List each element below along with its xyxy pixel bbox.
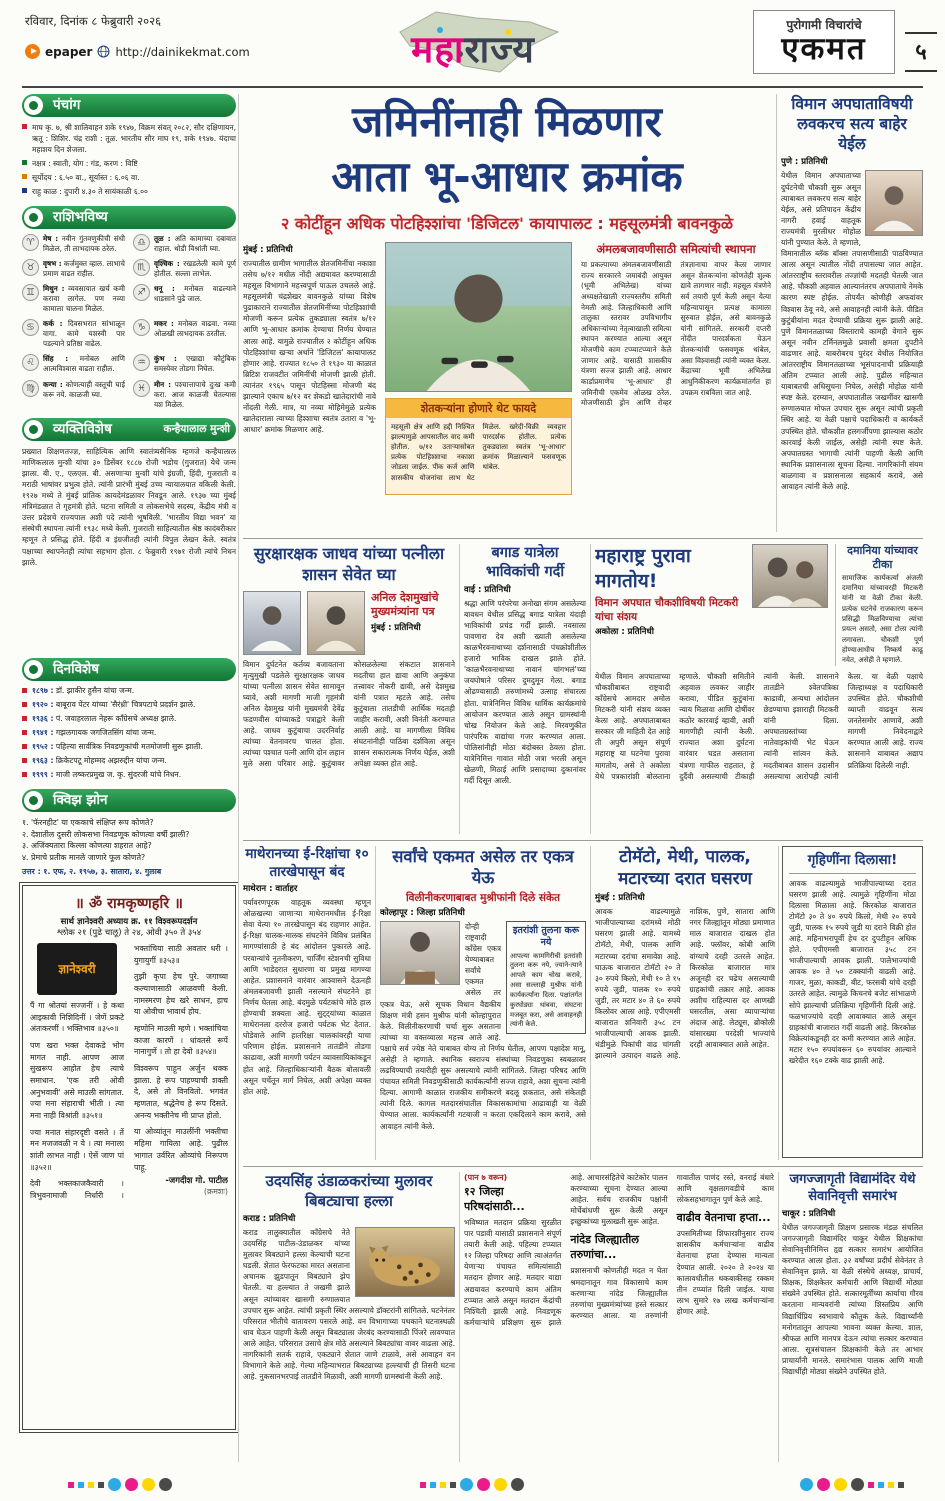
zodiac-icon: ♈: [22, 234, 39, 251]
fadnavis-photo: [307, 591, 365, 655]
divider: [778, 1172, 779, 1462]
panchang-line: माघ कृ. ७, श्री शालिवाहन शके १९४७, विक्रम संवत् २०८२, सौर दक्षिणायन, ऋतू : शिशिर. चंद्र राशी : तूळ. भारतीय सौर माघ १९, शके १९४७. यंदाचा महाशय दिन शेजला.: [22, 122, 236, 155]
bhakti-subtitle: सार्थ ज्ञानेश्वरी अध्याय क्र. ११ विश्वरूपदर्शन: [60, 916, 198, 927]
divider: [459, 1172, 460, 1462]
jadhav-deck: अनिल देशमुखांचे मुख्यमंत्र्यांना पत्र: [371, 590, 439, 619]
dinvishesh-icon: [24, 660, 43, 679]
article-leopard: [243, 1172, 455, 1462]
epaper-label: epaper: [45, 44, 93, 59]
bhakti-verse: ज्या मनात संहारदृष्टी वसते । तें मन मजजवळी न ये । त्या मनाला शांती लाभत नाही । ऐसें जाण पां ॥३५२॥: [30, 1127, 124, 1172]
divider: [243, 840, 923, 841]
article-jadhav: [243, 544, 455, 834]
quiz-question: १. 'फॅरनहीट' या एककाचे संक्षिप्त रूप कोणते?: [22, 818, 154, 828]
rashi-item: ♒ कुंभ : एखाद्या कौटुंबिक समस्येवर तोडगा निघेल.: [133, 354, 236, 374]
article-grihini: [782, 846, 923, 1158]
tulna-inset-head: इतरांशी तुलना करू नये: [512, 924, 580, 949]
vyakti-header: व्यक्तिविशेष कन्हैयालाल मुन्शी: [22, 418, 236, 441]
rashi-header: राशिभविष्य: [22, 206, 236, 229]
quiz-question: २. देशातील दुसरी लोकसभा निवडणूक कोणत्या वर्षी झाली?: [22, 829, 190, 839]
rashi-item: ♓ मीन : पश्चात्तापाचे दुःख कमी करा. आज काळजी घेतल्यास यश मिळेल.: [133, 380, 236, 410]
tomato-byline: मुंबई : प्रतिनिधी: [595, 893, 645, 904]
rashi-icon: [24, 208, 43, 227]
brand-tagline: पुरोगामी विचारांचे: [786, 18, 862, 32]
ekmat-headline: सर्वांचे एकमत असेल तर एकत्र येऊ: [392, 847, 574, 888]
zodiac-icon: ♊: [22, 284, 39, 301]
tulna-inset-box: [506, 921, 586, 1034]
lead-right-column: [581, 242, 771, 495]
zodiac-icon: ♍: [22, 380, 39, 397]
quiz-answer: उत्तर : १. एफ, २. १९५७, ३. सातारा, ४. गुलाब: [22, 866, 162, 876]
article-jagjagruti: [782, 1172, 923, 1462]
bhakti-verse: देवी भक्तकाजकैवारी । त्रिभुवनामाजी निर्धारी । भक्तांचिया साठी अवतार धरी । युगायुगीं ॥३५३॥: [30, 943, 228, 1201]
jadhav-body: विमान दुर्घटनेत कर्तव्य बजावताना मृत्युमुखी पडलेले सुरक्षारक्षक जाधव यांच्या पत्नीला शासन सेवेत सामावून घ्यावे, अशी मागणी माजी गृहमंत्री अनिल देशमुख यांनी मुख्यमंत्री देवेंद्र फडणवीस यांच्याकडे पत्राद्वारे केली आहे. जाधव कुटुंबाचा उदरनिर्वाह त्यांच्या वेतनावरच चालत होता. त्यांच्या पश्चात पत्नी आणि दोन लहान मुले असा परिवार आहे. कुटुंबावर कोसळलेल्या संकटात शासनाने मदतीचा हात द्यावा आणि अनुकंपा तत्त्वावर नोकरी द्यावी, असे देशमुख यांनी पत्रात म्हटले आहे. तसेच कुटुंबाला तातडीची आर्थिक मदतही जाहीर करावी, अशी विनंती करण्यात आली आहे. या मागणीला विविध संघटनांनीही पाठिंबा दर्शविला असून शासन सकारात्मक निर्णय घेईल, अशी अपेक्षा व्यक्त होत आहे.: [243, 659, 455, 769]
header-rule: [22, 86, 923, 88]
rashi-item: ♉ वृषभ : कर्जमुक्त व्हाल. लाभाचे प्रमाण वाढत राहील.: [22, 259, 125, 279]
page-number: ५: [905, 32, 937, 72]
bhakti-verse: म्हणोनि माउली म्हणे । भक्तांचिया काजा कारणें । धांवतसे रूपें नानागुणें । तो हा देवो ॥३५४॥: [134, 1023, 228, 1057]
continued-from-tag: (पान ७ वरून): [464, 1173, 508, 1182]
dinvishesh-list: [22, 686, 236, 781]
quiz-section: [22, 789, 236, 877]
lead-middle-column: [385, 242, 572, 495]
dinvishesh-item: १९२० : बाबूराव पेंटर यांच्या 'सैरंध्री' चित्रपटाचे प्रदर्शन झाले.: [22, 700, 236, 711]
vetan-body: उपसमितीच्या शिफारशीनुसार राज्य शासकीय कर्मचाऱ्यांना वाढीव वेतनाचा हप्ता देण्यास मान्यता देण्यात आली. २०२० ते २०२४ या कालावधीतील थकबाकीसह रक्कम तीन टप्प्यांत दिली जाईल. याचा लाभ सुमारे १७ लाख कर्मचाऱ्यांना होणार आहे.: [676, 1229, 774, 1316]
vyakti-person-name: कन्हैयालाल मुन्शी: [163, 422, 230, 435]
benefits-title: शेतकऱ्यांना होणारे थेट फायदे: [386, 399, 571, 418]
zodiac-icon: ♑: [133, 319, 150, 336]
vetan-head: वाढीव वेतनाचा हप्ता...: [676, 1211, 771, 1225]
jagjagruti-byline: चाकूर : प्रतिनिधी: [782, 1208, 836, 1219]
purava-headline: महाराष्ट्र पुरावा मागतोय!: [595, 545, 691, 592]
divider: [590, 544, 591, 834]
brand-name: एकमत: [781, 31, 867, 67]
color-registration-marks: [420, 1478, 524, 1491]
dinvishesh-item: १९४१ : गझलगायक जगजितसिंग यांचा जन्म.: [22, 728, 236, 739]
vyakti-icon: [24, 420, 43, 439]
quiz-question: ३. अजिंक्यतारा किल्ला कोणत्या शहरात आहे?: [22, 841, 152, 851]
ekmat-byline: कोल्हापूर : जिल्हा प्रतिनिधी: [380, 907, 465, 918]
zodiac-icon: ♋: [22, 319, 39, 336]
benefits-box: [385, 398, 572, 495]
panchang-line: नक्षत्र : स्वाती, योग : गंड, करण : विष्टि: [22, 158, 236, 169]
quiz-header: क्विझ झोन: [22, 789, 236, 812]
dinvishesh-item: १९५२ : पहिल्या सार्वत्रिक निवडणुकांची मतमोजणी सुरू झाली.: [22, 742, 236, 753]
divider: [776, 94, 777, 532]
lead-subarticle-body: या प्रकल्पाच्या अंमलबजावणीसाठी राज्य सरकारने जमाबंदी आयुक्त (भूमी अभिलेख) यांच्या अध्यक्षतेखाली राज्यस्तरीय समिती नेमली आहे. जिल्हाधिकारी आणि तालुका स्तरावर उपविभागीय अधिकाऱ्यांच्या नेतृत्वाखाली समित्या स्थापन करण्यात आल्या असून मोजणीचे काम टप्प्याटप्प्याने केले जाणार आहे. यासाठी शासकीय यंत्रणा सज्ज झाली आहे. आधार कार्डाप्रमाणेच 'भू-आधार' ही जमिनीची एकमेव ओळख ठरेल. मोजणीसाठी ड्रोन आणि रोव्हर तंत्रज्ञानाचा वापर केला जाणार असून शेतकऱ्यांना कोणतेही शुल्क द्यावे लागणार नाही. महसूल यंत्रणेने सर्व तयारी पूर्ण केली असून येत्या महिन्यापासून प्रत्यक्ष कामाला सुरुवात होईल, असे बावनकुळे यांनी सांगितले. सरकारी दप्तरी नोंदीत पारदर्शकता येऊन शेतकऱ्यांची फसवणूक थांबेल, असा विश्वासही त्यांनी व्यक्त केला. केंद्राच्या भूमी अभिलेख आधुनिकीकरण कार्यक्रमांतर्गत हा उपक्रम राबविला जात आहे.: [581, 259, 771, 408]
rashi-item: ♈ मेष : नवीन गुंतवणुकीची संधी मिळेल, ती लाभदायक ठरेल.: [22, 234, 125, 254]
sidebar: [22, 94, 236, 1430]
rashi-item: ♊ मिथुन : व्यवसायात खर्च कमी करावा लागेल. पण नव्या कामाला चालना मिळेल.: [22, 284, 125, 314]
masthead: [378, 2, 568, 80]
divider: [778, 846, 779, 1160]
matheran-byline: माथेरान : वार्ताहर: [243, 884, 298, 895]
panchang-header: पंचांग: [22, 94, 236, 117]
dinvishesh-item: १९९९ : माजी लष्करप्रमुख ज. कृ. सुंदरजी यांचे निधन.: [22, 770, 236, 781]
lead-body: राज्यातील ग्रामीण भागातील शेतजमिनींचा नकाशा तसेच ७/१२ मधील नोंदी अद्ययावत करण्यासाठी महसूल विभागाने महत्त्वपूर्ण पाऊल उचलले आहे. महसूलमंत्री चंद्रशेखर बावनकुळे यांच्या विशेष पुढाकाराने राज्यातील शेतजमिनींच्या पोटहिश्शांची मोजणी करून प्रत्येक तुकड्याला स्वतंत्र ७/१२ आणि भू-आधार क्रमांक देण्याचा निर्णय घेण्यात आला आहे. यामुळे राज्यातील २ कोटींहून अधिक पोटहिश्शांचा खऱ्या अर्थाने 'डिजिटल' कायापालट होणार आहे. राज्यात १८५० ते १९३० या काळात ब्रिटिश राजवटीत जमिनींची मोजणी झाली होती. त्यानंतर १९६५ पासून पोटहिस्सा मोजणी बंद झाल्याने एकाच ७/१२ वर शेकडो खातेदारांची नावे नोंदली गेली. मात्र, या नव्या मोहिमेमुळे प्रत्येक खातेदाराला त्याच्या हिश्शाचा स्वतंत्र उतारा व 'भू-आधार' क्रमांक मिळणार आहे.: [243, 258, 376, 435]
leader-portrait-photo: [865, 170, 923, 236]
lead-headline-2: आता भू-आधार क्रमांक: [331, 152, 683, 202]
bhakti-verse: विश्वरूप पाहून अर्जुन थक्क झाला. हे रूप पाहण्याची शक्ती दे, असे तो विनवितो. भगवंत म्हणतात, श्रद्धेनेच हे रूप दिसते. अनन्य भक्तीनेच मी प्राप्त होतो.: [134, 1064, 228, 1120]
ekmat-body: दोन्ही राष्ट्रवादी काँग्रेस एकत्र येण्याबाबत सर्वांचे एकमत असेल तर एकत्र येऊ, असे सूचक विधान वैद्यकीय शिक्षण मंत्री हसन मुश्रीफ यांनी कोल्हापुरात केले. विलीनीकरणाची चर्चा सुरू असताना त्यांच्या या वक्तव्याला महत्त्व आले आहे. पक्षाचे सर्व ज्येष्ठ नेते याबाबत योग्य तो निर्णय घेतील, आपण पक्षादेश मानू, असेही ते म्हणाले. स्थानिक स्वराज्य संस्थांच्या निवडणुका स्वबळावर लढविण्याची तयारीही सुरू असल्याचे त्यांनी सांगितले. जिल्हा परिषद आणि पंचायत समिती निवडणुकीसाठी कार्यकर्त्यांनी सज्ज राहावे, अशा सूचना त्यांनी दिल्या. आगामी काळात राजकीय समीकरणे बदलू शकतात, असे संकेतही त्यांनी दिले. कागल मतदारसंघातील विकासकामांचा आढावाही या वेळी घेण्यात आला. कार्यकर्त्यांनी गटबाजी न करता एकदिलाने काम करावे, असे आवाहन त्यांनी केले.: [380, 921, 586, 1131]
article-bagad: [464, 544, 586, 834]
divider: [459, 544, 460, 834]
bhakti-verse: पैं गा श्रोतयां सज्जनीं । हे कथा आइकावी निशिदिनीं । जेणें प्रकटे अंतःकरणीं । भक्तिभाव ॥३५०॥: [30, 1000, 124, 1034]
bhakti-title: ॥ ॐ रामकृष्णहरि ॥: [75, 895, 183, 912]
rashi-item: ♑ मकर : मनोबल वाढवा. नव्या ओळखी लाभदायक ठरतील.: [133, 319, 236, 349]
grihini-body: आवक वाढल्यामुळे भाजीपाल्याच्या दरात घसरण झाली आहे. त्यामुळे गृहिणींना मोठा दिलासा मिळाला आहे. किरकोळ बाजारात टोमॅटो ३० ते ४० रुपये किलो, मेथी २० रुपये जुडी, पालक १५ रुपये जुडी या दराने विक्री होत आहे. महिनाभरापूर्वी हेच दर दुपटीहून अधिक होते. एपीएमसी बाजारात ३५८ टन भाजीपाल्याची आवक झाली. पालेभाज्यांची आवक ४० ते ५० टक्क्यांनी वाढली आहे. गाजर, मुळा, काकडी, बीट, फरसबी यांचे दरही उतरले आहेत. त्यामुळे किचनचे बजेट सांभाळणे सोपे झाल्याची प्रतिक्रिया गृहिणींनी दिली आहे. फळभाज्यांचे दरही आवाक्यात आले असून ग्राहकांची बाजारात गर्दी वाढली आहे. किरकोळ विक्रेत्यांकडूनही दर कमी करण्यात आले आहेत. मटार १५० रुपयांवरून ६० रुपयांवर आल्याने खरेदीत १६० टक्के वाढ झाली आहे.: [789, 878, 916, 1066]
purava-byline: अकोला : प्रतिनिधी: [595, 627, 654, 638]
panchang-line: राहु काळ : दुपारी ४.३० ते सायंकाळी ६.००: [22, 186, 236, 197]
vyakti-section: [22, 418, 236, 650]
leopard-headline: उदयसिंह उंडाळकरांच्या मुलावर बिबट्याचा हल्ला: [265, 1172, 433, 1210]
lead-deck: २ कोटींहून अधिक पोटहिश्शांचा 'डिजिटल' कायापालट : महसूलमंत्री बावनकुळे: [280, 213, 734, 233]
divider: [375, 846, 376, 1160]
nanded-head: नांदेड जिल्ह्यातील तरुणांचा...: [570, 1233, 639, 1262]
zodiac-icon: ♌: [22, 354, 39, 371]
article-vegetable-prices: [595, 846, 775, 1160]
globe-icon: [97, 45, 110, 58]
masthead-title: महाराज्य: [411, 28, 535, 71]
zp-body: भविष्यात मतदान प्रक्रिया सुरळीत पार पडावी यासाठी प्रशासनाने संपूर्ण तयारी केली आहे. पहिल्या टप्प्यात १२ जिल्हा परिषदा आणि त्याअंतर्गत येणाऱ्या पंचायत समित्यांसाठी मतदान होणार आहे. मतदार याद्या अद्ययावत करण्याचे काम अंतिम टप्प्यात आले असून मतदान केंद्रांची निश्चिती झाली आहे. निवडणूक कर्मचाऱ्यांचे प्रशिक्षण सुरू झाले आहे. आचारसंहितेचे काटेकोर पालन करण्याच्या सूचना देण्यात आल्या आहेत. सर्वच राजकीय पक्षांनी मोर्चेबांधणी सुरू केली असून इच्छुकांच्या मुलाखती सुरू आहेत.: [464, 1173, 668, 1327]
bhakti-body: [30, 943, 228, 1398]
play-icon: [25, 44, 40, 59]
quiz-question: ४. प्रेमाचे प्रतीक मानले जाणारे फूल कोणते?: [22, 853, 146, 863]
lead-byline: मुंबई : प्रतिनिधी: [243, 244, 293, 255]
rashi-item: ♐ धनू : मनोबल वाढल्याने धाडसाने पुढे जाल.: [133, 284, 236, 314]
article-lead: [243, 94, 771, 532]
bhakti-signature: -जगदीश गो. पाटील: [165, 1176, 228, 1187]
zodiac-icon: ♏: [133, 259, 150, 276]
divider: [243, 538, 923, 539]
dinvishesh-item: १९३६ : पं. जवाहरलाल नेहरू काँग्रेसचे अध्यक्ष झाले.: [22, 714, 236, 725]
grihini-headline: गृहिणींना दिलासा!: [789, 852, 916, 874]
purava-body: येथील विमान अपघाताच्या चौकशीबाबत राष्ट्रवादी काँग्रेसचे आमदार अमोल मिटकरी यांनी संशय व्यक्त केला आहे. अपघाताबाबत सरकार जी माहिती देत आहे ती अपुरी असून संपूर्ण महाराष्ट्र या घटनेचा पुरावा मागतोय, असे ते अकोला येथे पत्रकारांशी बोलताना म्हणाले. चौकशी समितीने अहवाल लवकर जाहीर करावा, पीडित कुटुंबांना न्याय मिळावा आणि दोषींवर कठोर कारवाई व्हावी, अशी मागणीही त्यांनी केली. राज्यात अशा दुर्घटना वारंवार घडत असताना यंत्रणा गाफील राहतात, हे दुर्दैवी असल्याची टीकाही त्यांनी केली. शासनाने तातडीने श्वेतपत्रिका काढावी, अन्यथा आंदोलन छेडण्याचा इशाराही मिटकरी यांनी दिला. अपघातग्रस्तांच्या नातेवाइकांची भेट घेऊन त्यांनी सांत्वन केले. मदतीबाबत शासन उदासीन असल्याचा आरोपही त्यांनी केला. या वेळी पक्षाचे जिल्हाध्यक्ष व पदाधिकारी उपस्थित होते. चौकशीची व्याप्ती वाढवून सत्य जनतेसमोर आणावे, अशी मागणी निवेदनाद्वारे करण्यात आली आहे. राज्य शासनाने याबाबत अद्याप प्रतिक्रिया दिलेली नाही.: [595, 671, 923, 781]
article-ekmat-merger: [380, 846, 586, 1160]
plane-byline: पुणे : प्रतिनिधी: [781, 157, 828, 168]
jagjagruti-headline: जगज्जागृती विद्यामंदिर येथे सेवानिवृत्ती समारंभ: [789, 1172, 916, 1204]
plane-headline: विमान अपघाताविषयी लवकरच सत्य बाहेर येईल: [791, 95, 913, 154]
plane-body: येथील विमान अपघाताच्या दुर्घटनेची चौकशी सुरू असून त्याबाबत लवकरच सत्य बाहेर येईल, असे प्रतिपादन केंद्रीय नागरी हवाई वाहतूक राज्यमंत्री मुरलीधर मोहोळ यांनी पुण्यात केले. ते म्हणाले, विमानातील ब्लॅक बॉक्स तपासणीसाठी पाठविण्यात आला असून त्यातील नोंदी तपासल्या जात आहेत. आंतरराष्ट्रीय स्तरावरील तज्ज्ञांची मदतही घेतली जात आहे. चौकशी अहवाल आल्यानंतरच अपघाताचे नेमके कारण स्पष्ट होईल. तोपर्यंत कोणीही अफवांवर विश्वास ठेवू नये, असे आवाहनही त्यांनी केले. पीडित कुटुंबीयांना मदत देण्याची प्रक्रिया सुरू झाली आहे. पुणे विमानतळाच्या विस्ताराचे कामही वेगाने सुरू असून नवीन टर्मिनलमुळे प्रवासी क्षमता दुपटीने वाढणार आहे. याबरोबरच पुरंदर येथील नियोजित आंतरराष्ट्रीय विमानतळाच्या भूसंपादनाची प्रक्रियाही अंतिम टप्प्यात आली आहे. पुढील महिन्यात याबाबतची अधिसूचना निघेल, असेही मोहोळ यांनी स्पष्ट केले. दरम्यान, अपघातातील जखमींवर खासगी रुग्णालयात मोफत उपचार सुरू असून त्यांची प्रकृती स्थिर आहे. या वेळी पक्षाचे पदाधिकारी व कार्यकर्ते उपस्थित होते. चौकशीत हलगर्जीपणा झाल्यास कठोर कारवाई केली जाईल, असेही त्यांनी स्पष्ट केले. अपघातग्रस्त भागाची त्यांनी पाहणी केली आणि स्थानिक प्रशासनाला सूचना दिल्या. नागरिकांनी संयम बाळगावा व प्रशासनाला सहकार्य करावे, असे आवाहन त्यांनी केले आहे.: [781, 171, 923, 492]
color-registration-marks: [68, 1478, 172, 1491]
bagad-byline: वाई : प्रतिनिधी: [464, 584, 511, 595]
benefits-body: महसूली क्षेत्र आणि हद्दी निश्चित झाल्यामुळे आपसातील वाद कमी होतील. ७/१२ उताऱ्यासोबत प्रत्येक पोटहिश्शाचा नकाशा जोडला जाईल. पीक कर्ज आणि शासकीय योजनांचा लाभ थेट मिळेल. खरेदी-विक्री व्यवहार पारदर्शक होतील. प्रत्येक तुकड्याला स्वतंत्र 'भू-आधार' क्रमांक मिळाल्याने फसवणूक थांबेल.: [391, 422, 566, 482]
deshmukh-photo: [243, 591, 301, 655]
lead-subarticle-head: अंमलबजावणीसाठी समित्यांची स्थापना: [596, 241, 756, 256]
bagad-headline: बगाड यात्रेला भाविकांची गर्दी: [485, 545, 565, 580]
bhakti-subtitle2: श्लोक २१ (पुढे चालू) ते २४, ओवी ३५० ते ३५४: [56, 927, 202, 938]
zodiac-icon: ♉: [22, 259, 39, 276]
vyakti-body: प्रख्यात शिक्षणतज्ज्ञ, साहित्यिक आणि स्वातंत्र्यसैनिक म्हणजे कन्हैयालाल माणिकलाल मुन्शी यांचा ३० डिसेंबर १८८७ रोजी भडोच (गुजरात) येथे जन्म झाला. बी. ए., एलएल. बी. असणाऱ्या मुन्शी यांचे इंग्रजी, हिंदी, गुजराती व मराठी भाषांवर प्रभुत्व होते. त्यांनी प्रारंभी मुंबई उच्च न्यायालयात वकिली केली. १९२७ मध्ये ते मुंबई प्रांतिक कायदेमंडळावर निवडून आले. १९३७ च्या मुंबई मंत्रिमंडळात ते गृहमंत्री होते. घटना समिती व लोकसभेचे सदस्य, केंद्रीय मंत्री व उत्तर प्रदेशचे राज्यपाल अशी पदे त्यांनी भूषविली. 'भारतीय विद्या भवन' या संस्थेची स्थापना त्यांनी १९३८ मध्ये केली. गुजराती साहित्यातील श्रेष्ठ कादंबरीकार म्हणून ते प्रसिद्ध होते. हिंदी व इंग्रजीतही त्यांनी विपुल लेखन केले. स्वतंत्र पक्षाच्या स्थापनेतही त्यांचा सहभाग होता. ८ फेब्रुवारी १९७१ रोजी त्यांचे निधन झाले.: [22, 446, 236, 567]
zodiac-icon: ♐: [133, 284, 150, 301]
dinvishesh-section: [22, 658, 236, 781]
bhakti-verse: तुझी कृपा हेच पुरे. जगाच्या कल्याणासाठी आळवणी केली. नामस्मरण हेच खरे साधन, हाच या ओवीचा भावार्थ होय.: [134, 972, 228, 1017]
jadhav-headline: सुरक्षारक्षक जाधव यांच्या पत्नीला शासन सेवेत घ्या: [253, 544, 445, 584]
lead-left-column: [243, 242, 376, 495]
article-continuations: [464, 1172, 774, 1462]
jagjagruti-body: येथील जगज्जागृती शिक्षण प्रसारक मंडळ संचलित जगज्जागृती विद्यामंदिर चाकूर येथील शिक्षकांचा सेवानिवृत्तीनिमित्त हृद्य सत्कार समारंभ आयोजित करण्यात आला होता. ३२ वर्षांच्या प्रदीर्घ सेवेनंतर ते सेवानिवृत्त झाले. या वेळी संस्थेचे अध्यक्ष, प्राचार्य, शिक्षक, शिक्षकेतर कर्मचारी आणि विद्यार्थी मोठ्या संख्येने उपस्थित होते. सत्कारमूर्तींच्या कार्याचा गौरव करताना मान्यवरांनी त्यांच्या शिस्तप्रिय आणि विद्यार्थिप्रिय स्वभावाचे कौतुक केले. विद्यार्थ्यांनी मनोगतातून आपल्या भावना व्यक्त केल्या. शाल, श्रीफळ आणि मानपत्र देऊन त्यांचा सत्कार करण्यात आला. सूत्रसंचालन शिक्षकांनी केले तर आभार प्राचार्यांनी मानले. समारंभास पालक आणि माजी विद्यार्थीही मोठ्या संख्येने उपस्थित होते.: [782, 1222, 923, 1376]
mushrif-photo: [380, 921, 460, 985]
brand-box: [753, 10, 895, 74]
zp-head: १२ जिल्हा परिषदांसाठी...: [464, 1185, 525, 1213]
panchang-icon: [24, 96, 43, 115]
panchang-body: [22, 122, 236, 198]
tulna-inset-body: आपल्या कामगिरीची इतरांशी तुलना करू नये, ज्याने-त्याने आपले काम चोख करावे, असा सल्लाही मुश्रीफ यांनी कार्यकर्त्यांना दिला. पक्षांतर्गत कुरघोड्या थांबवा, संघटना मजबूत करा, असे आवाहनही त्यांनी केले.: [510, 951, 582, 1029]
matheran-headline: माथेरानच्या ई-रिक्षांचा १० तारखेपासून बंद: [245, 846, 369, 880]
damania-subhead: दमानिया यांच्यावर टीका: [847, 544, 918, 572]
panchang-line: सूर्योदय : ६.५० वा., सूर्यास्त : ६.०६ वा.: [22, 172, 236, 183]
dinvishesh-header: दिनविशेष: [22, 658, 236, 681]
leopard-photo: [355, 1227, 455, 1297]
ekmat-deck: विलीनीकरणाबाबत मुश्रीफांनी दिले संकेत: [405, 891, 561, 904]
divider: [590, 846, 591, 1160]
article-plane-crash: [781, 94, 923, 532]
color-registration-marks: [800, 1478, 904, 1491]
bhakti-note: (क्रमशः): [203, 1187, 228, 1197]
epaper-row: [25, 44, 250, 59]
dinvishesh-item: १८९७ : डॉ. झाकीर हुसैन यांचा जन्म.: [22, 686, 236, 697]
rashi-section: [22, 206, 236, 410]
date-line: रविवार, दिनांक ८ फेब्रुवारी २०२६: [25, 14, 162, 28]
bagad-body: श्रद्धा आणि परंपरेचा अनोखा संगम असलेल्या बावधन येथील प्रसिद्ध बगाड यात्रेला यंदाही भाविकांची प्रचंड गर्दी झाली. नवसाला पावणारा देव अशी ख्याती असलेल्या काळभैरवनाथाच्या दर्शनासाठी पंचक्रोशीतील हजारो भाविक दाखल झाले होते. 'काळभैरवनाथाच्या नावानं चांगभलं'च्या जयघोषाने परिसर दुमदुमून गेला. बगाड ओढण्यासाठी तरुणांमध्ये उत्साह संचारला होता. यात्रेनिमित्त विविध धार्मिक कार्यक्रमांचे आयोजन करण्यात आले असून ग्रामस्थांनी चोख नियोजन केले आहे. मिरवणुकीत पारंपरिक वाद्यांचा गजर करण्यात आला. पोलिसांनीही मोठा बंदोबस्त ठेवला होता. यात्रेनिमित्त गावात मोठी जत्रा भरली असून खेळणी, मिठाई आणि प्रसादाच्या दुकानांवर गर्दी दिसून आली.: [464, 598, 586, 786]
zodiac-icon: ♓: [133, 380, 150, 397]
bhakti-verse: या ओव्यांतून माउलींनी भक्तीचा महिमा गायिला आहे. पुढील भागात उर्वरित ओव्यांचे निरूपण पाहू.: [134, 1127, 228, 1172]
nanded-body: प्रशासनाची कोणतीही मदत न घेता श्रमदानातून गाव विकासाचे काम करणाऱ्या नांदेड जिल्ह्यातील तरुणांचा मुख्यमंत्र्यांच्या हस्ते सत्कार करण्यात आला. या तरुणांनी गावातील पाणंद रस्ते, वनराई बंधारे आणि वृक्षलागवडीचे काम लोकसहभागातून पूर्ण केले आहे.: [570, 1173, 774, 1320]
leopard-body: कराड तालुक्यातील काँग्रेसचे नेते उदयसिंह पाटील-उंडाळकर यांच्या मुलावर बिबट्याने हल्ला केल्याची घटना घडली. शेतात फेरफटका मारत असताना अचानक झुडपातून बिबट्याने झेप घेतली. या हल्ल्यात ते जखमी झाले असून त्यांच्यावर खासगी रुग्णालयात उपचार सुरू आहेत. त्यांची प्रकृती स्थिर असल्याचे डॉक्टरांनी सांगितले. घटनेनंतर परिसरात भीतीचे वातावरण पसरले आहे. वन विभागाच्या पथकाने घटनास्थळी धाव घेऊन पाहणी केली असून बिबट्याला जेरबंद करण्यासाठी पिंजरे लावण्यात आले आहेत. परिसरात उसाचे क्षेत्र मोठे असल्याने बिबट्यांचा वावर वाढला आहे. नागरिकांनी सतर्क राहावे, एकट्याने शेतात जाणे टाळावे, असे आवाहन वन विभागाने केले आहे. गेल्या महिन्याभरात बिबट्याच्या हल्ल्याची ही तिसरी घटना आहे. नुकसानभरपाई तातडीने मिळावी, अशी मागणी ग्रामस्थांनी केली आहे.: [243, 1228, 455, 1382]
dinvishesh-item: १९६३ : क्रिकेटपटू मोहम्मद अझरुद्दीन यांचा जन्म.: [22, 756, 236, 767]
divider: [243, 1166, 923, 1167]
quiz-questions: [22, 817, 236, 864]
lead-headline-1: जमिनींनाही मिळणार: [352, 97, 662, 146]
zodiac-icon: ♒: [133, 354, 150, 371]
tomato-body: आवक वाढल्यामुळे भाजीपाल्याच्या दरांमध्ये मोठी घसरण झाली आहे. यामध्ये टोमॅटो, मेथी, पालक आणि मटारच्या दरांचा समावेश आहे. घाऊक बाजारात टोमॅटो २० ते ३० रुपये किलो, मेथी १० ते १५ रुपये जुडी, पालक १० रुपये जुडी, तर मटार ४० ते ६० रुपये किलोवर आला आहे. एपीएमसी बाजारात शनिवारी ३५८ टन भाजीपाल्याची आवक झाली. थंडीमुळे पिकांची वाढ चांगली झाल्याने उत्पादन वाढले आहे. नाशिक, पुणे, सातारा आणि नगर जिल्ह्यांतून मोठ्या प्रमाणात माल बाजारात दाखल होत आहे. फ्लॉवर, कोबी आणि वांग्याचे दरही उतरले आहेत. किरकोळ बाजारात मात्र अजूनही दर चढेच असल्याची ग्राहकांची तक्रार आहे. आवक अशीच राहिल्यास दर आणखी घसरतील, असा व्यापाऱ्यांचा अंदाज आहे. लेट्यूस, ब्रोकोली यांसारख्या परदेशी भाज्यांचे दरही आवाक्यात आले आहेत.: [595, 907, 775, 1061]
rashi-item: ♍ कन्या : कोणत्याही वस्तूची घाई करू नये. काळजी घ्या.: [22, 380, 125, 410]
quiz-icon: [24, 791, 43, 810]
dnyaneshwari-book-icon: ज्ञानेश्वरी: [37, 943, 117, 995]
minister-photo: [385, 242, 572, 392]
bhakti-box: [22, 885, 236, 1430]
mitkari-photo: [752, 544, 828, 608]
article-purava: [595, 544, 923, 834]
panchang-section: [22, 94, 236, 198]
epaper-url[interactable]: http://dainikekmat.com: [115, 44, 250, 59]
jadhav-byline: मुंबई : प्रतिनिधी: [371, 623, 421, 634]
rashi-item: ♋ कर्क : दिवसभरात सांभाळून वागा. कामे यशस्वी पार पडल्याने प्रतिष्ठा वाढेल.: [22, 319, 125, 349]
damania-body: सामाजिक कार्यकर्त्या अंजली दमानिया यांच्यावरही मिटकरी यांनी या वेळी टीका केली. प्रत्येक घटनेचे राजकारण करून प्रसिद्धी मिळविण्याचा त्यांचा प्रयत्न असतो, असा टोला त्यांनी लगावला. चौकशी पूर्ण होण्याआधीच निष्कर्ष काढू नयेत, असेही ते म्हणाले.: [842, 573, 923, 665]
purava-deck: विमान अपघात चौकशीविषयी मिटकरी यांचा संशय: [595, 597, 739, 624]
bhakti-verse: पण खरा भक्त देवाकडे भोग मागत नाही. आपण आज सुखरूप आहोत हेच त्याचे समाधान. 'एक तरी ओवी अनुभवावी' असे माउली सांगतात. ज्या मना संहाराची भीती । त्या मना नाही विश्रांती ॥३५१॥: [30, 1040, 124, 1121]
rashi-item: ♏ वृश्चिक : रखडलेली कामे पूर्ण होतील. सल्ला लाभेल.: [133, 259, 236, 279]
tomato-headline: टोमॅटो, मेथी, पालक, मटारच्या दरात घसरण: [618, 847, 752, 890]
rashi-grid: [22, 234, 236, 410]
rashi-item: ♎ तूळ : अति कामाच्या दबावात राहाल. थोडी विश्रांती घ्या.: [133, 234, 236, 254]
divider: [238, 94, 239, 1462]
article-matheran: [243, 846, 371, 1160]
zodiac-icon: ♎: [133, 234, 150, 251]
rashi-item: ♌ सिंह : मनोबल आणि आत्मविश्वास वाढता राहील.: [22, 354, 125, 374]
leopard-byline: कराड : प्रतिनिधी: [243, 1214, 296, 1224]
matheran-body: पर्यावरणपूरक वाहतूक व्यवस्था म्हणून ओळखल्या जाणाऱ्या माथेरानमधील ई-रिक्षा सेवा येत्या १० तारखेपासून बंद राहणार आहेत. ई-रिक्षा चालक-मालक संघटनेने विविध प्रलंबित मागण्यांसाठी हे बंद आंदोलन पुकारले आहे. परवान्यांचे नूतनीकरण, चार्जिंग स्टेशनची सुविधा आणि भाडेदरात सुधारणा या प्रमुख मागण्या आहेत. प्रशासनाने वारंवार आश्वासने देऊनही अंमलबजावणी झाली नसल्याने संघटनेने हा निर्णय घेतला आहे. बंदमुळे पर्यटकांचे मोठे हाल होण्याची शक्यता आहे. सुट्ट्यांच्या काळात माथेरानला दररोज हजारो पर्यटक भेट देतात. घोडेवाले आणि हातरिक्षा चालकांवरही याचा परिणाम होईल. प्रशासनाने तातडीने तोडगा काढावा, अशी मागणी पर्यटन व्यावसायिकांकडून होत आहे. जिल्हाधिकाऱ्यांनी बैठक बोलावली असून चर्चेतून मार्ग निघेल, अशी अपेक्षा व्यक्त होत आहे.: [243, 898, 371, 1096]
